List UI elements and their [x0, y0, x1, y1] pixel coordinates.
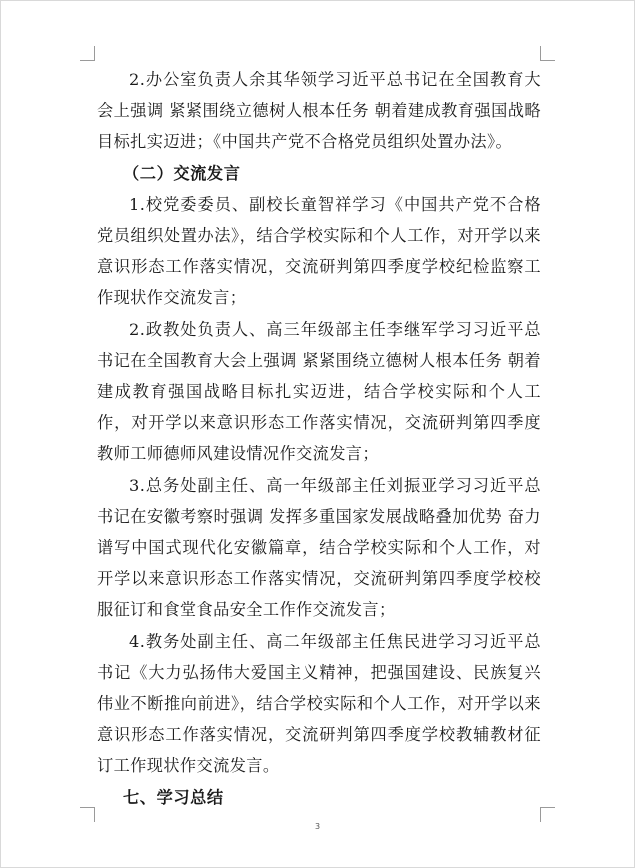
margin-corner-mark-bottom-left	[80, 807, 95, 822]
paragraph-speech-4: 4.教务处副主任、高二年级部主任焦民进学习习近平总书记《大力弘扬伟大爱国主义精神，把强国建设、民族复兴伟业不断推向前进》，结合学校实际和个人工作，对开学以来意识形态工作落实情况，交流研判第四季度学校教辅教材征订工作现状作交流发言。	[97, 631, 541, 776]
section-heading-exchange: （二）交流发言	[123, 163, 241, 183]
paragraph-speech-3: 3.总务处副主任、高一年级部主任刘振亚学习习近平总书记在安徽考察时强调 发挥多重国家发展战略叠加优势 奋力谱写中国式现代化安徽篇章，结合学校实际和个人工作，对开学以来意识形态工作落实情况，交流研判第四季度学校校服征订和食堂食品安全工作作交流发言；	[97, 475, 541, 620]
document-body	[97, 64, 541, 813]
margin-corner-mark-top-left	[80, 46, 95, 61]
page-number: 3	[314, 822, 321, 831]
section-heading-summary: 七、学习总结	[123, 787, 224, 807]
paragraph-item-2-study: 2.办公室负责人余其华领学习近平总书记在全国教育大会上强调 紧紧围绕立德树人根本任务 朝着建成教育强国战略目标扎实迈进；《中国共产党不合格党员组织处置办法》。	[97, 70, 541, 152]
paragraph-speech-1: 1.校党委委员、副校长童智祥学习《中国共产党不合格党员组织处置办法》，结合学校实际和个人工作，对开学以来意识形态工作落实情况，交流研判第四季度学校纪检监察工作现状作交流发言；	[97, 194, 541, 308]
paragraph-speech-2: 2.政教处负责人、高三年级部主任李继军学习习近平总书记在全国教育大会上强调 紧紧围绕立德树人根本任务 朝着建成教育强国战略目标扎实迈进，结合学校实际和个人工作，对开学以来意识形态工作落实情况，交流研判第四季度教师工师德师风建设情况作交流发言；	[97, 319, 541, 464]
margin-corner-mark-bottom-right	[540, 807, 555, 822]
margin-corner-mark-top-right	[540, 46, 555, 61]
